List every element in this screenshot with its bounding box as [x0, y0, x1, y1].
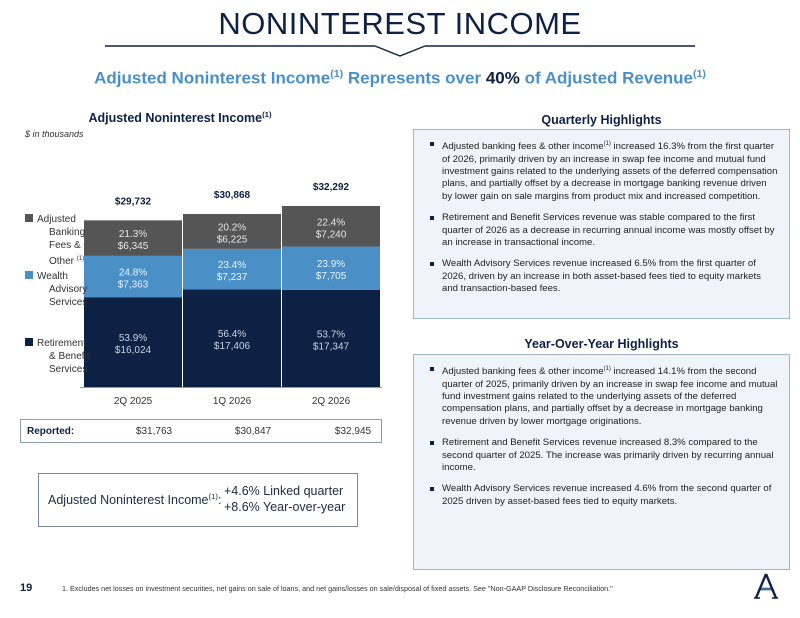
bar-percent-label: 22.4% — [316, 217, 346, 229]
bar-value-label: $17,347 — [312, 341, 350, 353]
reported-value: $32,945 — [334, 425, 372, 437]
reported-row — [20, 419, 382, 443]
growth-summary-box — [38, 473, 358, 527]
reported-value: $31,763 — [135, 425, 173, 437]
page-subtitle: Adjusted Noninterest Income$^{(1)}$ Represents over 40% of Adjusted Revenue$^{(1)}$ — [94, 68, 706, 88]
bar-total-label: $30,868 — [213, 189, 251, 201]
quarterly-bullet: Adjusted banking fees & other income$^{(1)}$ increased 16.3% from the first quarter of 2026, primarily driven by an increase in swap fee income and mutual fund investment gains related to the underlying assets of the deferred compensation plans, and partially offset by a decrease in mortgage banking revenue driven by lower gain on sale margins from product mix and increased competition. — [430, 138, 779, 203]
quarterly-highlights-panel — [413, 129, 790, 319]
summary-label: Adjusted Noninterest Income$^{(1)}$: — [48, 492, 222, 508]
bar-percent-label: 21.3% — [118, 229, 148, 241]
summary-year-over-year: +8.6% Year-over-year — [224, 500, 346, 514]
bar-percent-label: 20.2% — [217, 222, 247, 234]
x-tick-label: 2Q 2026 — [311, 396, 351, 407]
quarterly-bullet: Wealth Advisory Services revenue increased 6.5% from the first quarter of 2026, driven by an increase in both asset-based fees tied to equity markets and transaction-based fees. — [430, 258, 779, 295]
bar-value-label: $16,024 — [114, 345, 152, 357]
bar-value-label: $17,406 — [213, 341, 251, 353]
bar-percent-label: 23.9% — [316, 259, 346, 271]
quarterly-heading: Quarterly Highlights — [541, 113, 662, 127]
yoy-bullet: Retirement and Benefit Services revenue increased 8.3% compared to the second quarter of 2025. The increase was primarily driven by recurring annual income. — [430, 437, 779, 474]
quarterly-bullet: Retirement and Benefit Services revenue was stable compared to the first quarter of 2026 as a decrease in recurring annual income was mostly offset by an increase in transactional income. — [430, 212, 779, 249]
company-logo-icon — [752, 572, 780, 602]
yoy-highlights-panel — [413, 354, 790, 570]
reported-label: Reported: — [27, 425, 75, 437]
footnote: 1. Excludes net losses on investment securities, net gains on sale of loans, and net gains/losses on sale/disposal of fixed assets. See "Non-GAAP Disclosure Reconciliation." — [62, 584, 613, 593]
yoy-bullet: Adjusted banking fees & other income$^{(1)}$ increased 14.1% from the second quarter of 2025, primarily driven by an increase in swap fee income and mutual fund investment gains related to the underlying assets of the deferred compensation plans, and partially offset by a decrease in mortgage banking revenue driven by lower mortgage originations. — [430, 363, 779, 428]
page-number: 19 — [20, 582, 33, 594]
bar-value-label: $7,363 — [117, 279, 149, 291]
bar-percent-label: 53.9% — [118, 333, 148, 345]
bar-total-label: $29,732 — [114, 196, 152, 208]
bar-total-label: $32,292 — [312, 182, 350, 193]
bar-value-label: $6,225 — [216, 234, 248, 246]
legend-item-banking: Adjusted Banking Fees & Other $^{(1)}$ — [25, 213, 85, 268]
title-divider — [105, 44, 695, 58]
bar-percent-label: 56.4% — [217, 329, 247, 341]
units-note: $ in thousands — [25, 129, 84, 139]
x-tick-label: 2Q 2025 — [113, 396, 153, 407]
yoy-bullet: Wealth Advisory Services revenue increased 4.6% from the second quarter of 2025 driven by asset-based fees tied to equity markets. — [430, 483, 779, 508]
legend-swatch-wealth — [25, 271, 33, 279]
legend-swatch-retirement — [25, 338, 33, 346]
page-title: NONINTEREST INCOME — [218, 6, 582, 41]
bar-value-label: $7,237 — [216, 272, 248, 284]
bar-value-label: $6,345 — [117, 241, 149, 253]
bar-percent-label: 53.7% — [316, 329, 346, 341]
chart-heading: Adjusted Noninterest Income$^{(1)}$ — [88, 110, 272, 126]
x-tick-label: 1Q 2026 — [212, 396, 252, 407]
legend-swatch-banking — [25, 214, 33, 222]
bar-value-label: $7,240 — [315, 229, 347, 241]
bar-value-label: $7,705 — [315, 271, 347, 283]
summary-linked-quarter: +4.6% Linked quarter — [224, 484, 344, 498]
reported-value: $30,847 — [234, 425, 272, 437]
bar-percent-label: 23.4% — [217, 260, 247, 272]
bar-percent-label: 24.8% — [118, 267, 148, 279]
legend-item-wealth: Wealth Advisory Services — [25, 270, 87, 309]
legend-item-retirement: Retirement & Benefit Services — [25, 337, 90, 376]
yoy-heading: Year-Over-Year Highlights — [524, 337, 679, 351]
